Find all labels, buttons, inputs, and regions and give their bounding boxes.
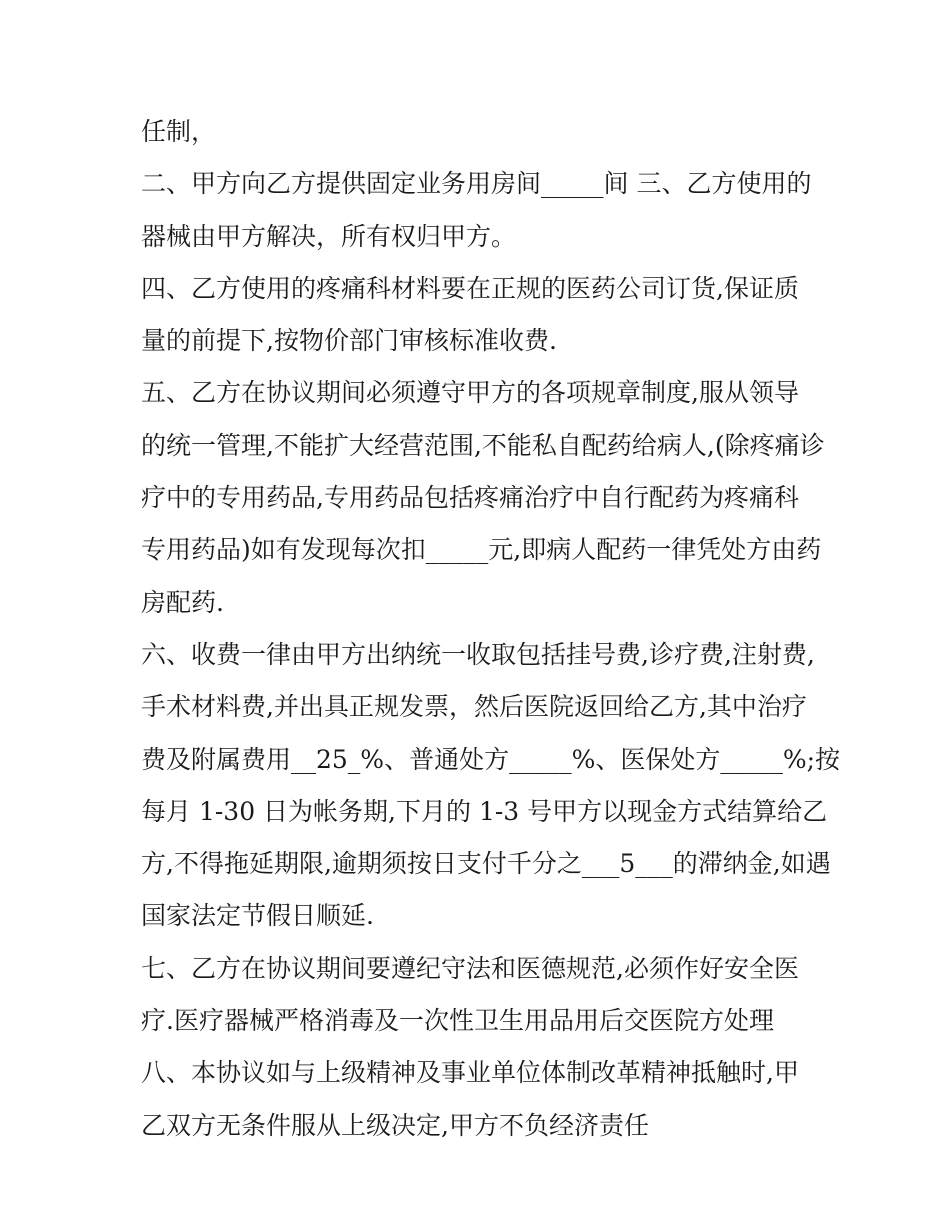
text-line: 乙双方无条件服从上级决定,甲方不负经济责任 [141, 1110, 649, 1140]
text-line: 八、本协议如与上级精神及事业单位体制改革精神抵触时,甲 [141, 1058, 799, 1088]
text-line: 国家法定节假日顺延. [141, 901, 374, 931]
text-line: 费及附属费用__25_%、普通处方_____%、医保处方_____%;按 [141, 744, 841, 774]
text-line: 房配药. [141, 587, 224, 617]
text-line: 六、收费一律由甲方出纳统一收取包括挂号费,诊疗费,注射费, [141, 639, 815, 669]
text-line: 专用药品)如有发现每次扣_____元,即病人配药一律凭处方由药 [141, 535, 822, 565]
text-line: 量的前提下,按物价部门审核标准收费. [141, 326, 557, 356]
text-line: 任制， [141, 117, 217, 146]
text-line: 手术材料费,并出具正规发票，然后医院返回给乙方,其中治疗 [141, 692, 807, 722]
text-line: 每月 1-30 日为帐务期,下月的 1-3 号甲方以现金方式结算给乙 [141, 796, 828, 826]
text-line: 器械由甲方解决，所有权归甲方。 [141, 221, 517, 251]
text-line: 五、乙方在协议期间必须遵守甲方的各项规章制度,服从领导 [141, 378, 799, 408]
text-line: 四、乙方使用的疼痛科材料要在正规的医药公司订货,保证质 [141, 273, 799, 303]
text-line: 的统一管理,不能扩大经营范围,不能私自配药给病人,(除疼痛诊 [141, 430, 825, 460]
text-line: 二、甲方向乙方提供固定业务用房间_____间 三、乙方使用的 [141, 169, 812, 199]
text-line: 七、乙方在协议期间要遵纪守法和医德规范,必须作好安全医 [141, 953, 799, 983]
text-line: 方,不得拖延期限,逾期须按日支付千分之___5___的滞纳金,如遇 [141, 849, 831, 879]
text-line: 疗中的专用药品,专用药品包括疼痛治疗中自行配药为疼痛科 [141, 483, 799, 513]
text-line: 疗.医疗器械严格消毒及一次性卫生用品用后交医院方处理 [141, 1006, 774, 1036]
contract-text [141, 106, 841, 1152]
